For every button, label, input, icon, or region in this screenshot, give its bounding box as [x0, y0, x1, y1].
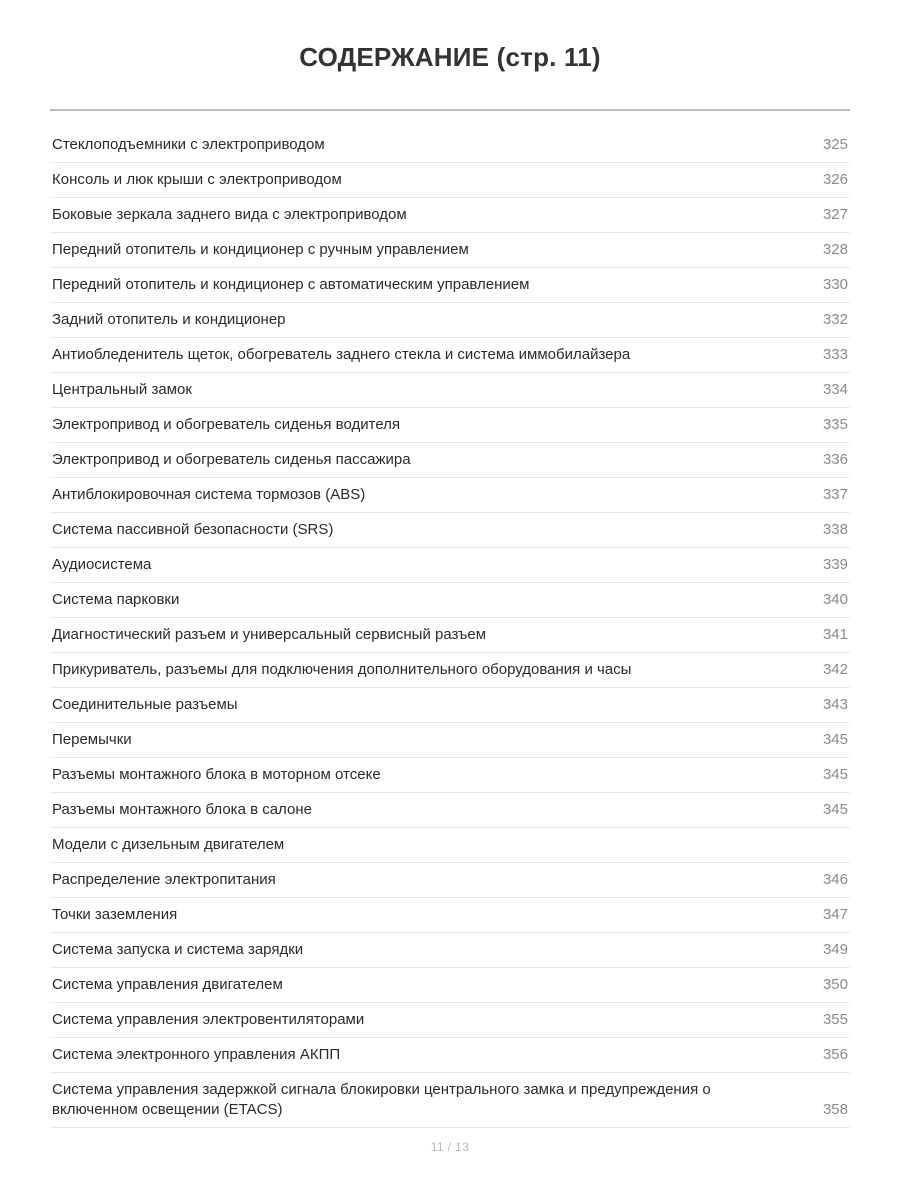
toc-row[interactable]	[50, 583, 850, 618]
toc-entry-page-number: 342	[822, 661, 848, 679]
toc-entry-title[interactable]: Задний отопитель и кондиционер	[52, 311, 286, 329]
toc-rows	[50, 128, 850, 1128]
toc-entry-page-number: 333	[822, 346, 848, 364]
toc-entry-title[interactable]: Стеклоподъемники с электроприводом	[52, 136, 325, 154]
toc-entry-page-number: 336	[822, 451, 848, 469]
toc-entry-title[interactable]: Диагностический разъем и универсальный сервисный разъем	[52, 626, 487, 644]
toc-row[interactable]	[50, 233, 850, 268]
toc-row[interactable]	[50, 1038, 850, 1073]
toc-entry-title[interactable]: Консоль и люк крыши с электроприводом	[52, 171, 342, 189]
toc-entry-title[interactable]: Система управления задержкой сигнала блокировки центрального замка и предупреждения о включенном освещении (ETACS)	[52, 1081, 711, 1119]
toc-row[interactable]	[50, 863, 850, 898]
toc-row[interactable]	[50, 1073, 850, 1128]
toc-entry-title[interactable]: Передний отопитель и кондиционер с автоматическим управлением	[52, 276, 530, 294]
toc-row[interactable]	[50, 793, 850, 828]
toc-row[interactable]	[50, 968, 850, 1003]
toc-entry-page-number: 335	[822, 416, 848, 434]
toc-entry-page-number: 355	[822, 1011, 848, 1029]
toc-entry-page-number: 334	[822, 381, 848, 399]
toc-row[interactable]	[50, 898, 850, 933]
toc-entry-page-number: 325	[822, 136, 848, 154]
toc-entry-title[interactable]: Разъемы монтажного блока в салоне	[52, 801, 312, 819]
toc-entry-page-number: 343	[822, 696, 848, 714]
toc-row[interactable]	[50, 758, 850, 793]
toc-entry-title[interactable]: Распределение электропитания	[52, 871, 276, 889]
toc-entry-title[interactable]: Система электронного управления АКПП	[52, 1046, 341, 1064]
toc-row[interactable]	[50, 408, 850, 443]
toc-entry-page-number: 345	[822, 731, 848, 749]
toc-entry-title[interactable]: Прикуриватель, разъемы для подключения дополнительного оборудования и часы	[52, 661, 632, 679]
toc-row[interactable]	[50, 513, 850, 548]
toc-entry-title[interactable]: Антиобледенитель щеток, обогреватель заднего стекла и система иммобилайзера	[52, 346, 631, 364]
toc-entry-title[interactable]: Центральный замок	[52, 381, 192, 399]
page-footer: 11 / 13	[430, 1140, 470, 1154]
toc-entry-page-number: 341	[822, 626, 848, 644]
toc-entry-title[interactable]: Электропривод и обогреватель сиденья пассажира	[52, 451, 411, 469]
toc-row[interactable]	[50, 303, 850, 338]
toc-entry-title[interactable]: Перемычки	[52, 731, 132, 749]
toc-entry-page-number: 340	[822, 591, 848, 609]
toc-entry-page-number: 349	[822, 941, 848, 959]
toc-entry-page-number: 337	[822, 486, 848, 504]
toc-entry-title[interactable]: Точки заземления	[52, 906, 178, 924]
toc-entry-page-number	[782, 828, 850, 863]
toc-row[interactable]	[50, 723, 850, 758]
toc-entry-page-number: 327	[822, 206, 848, 224]
toc-row[interactable]	[50, 653, 850, 688]
toc-entry-title[interactable]: Передний отопитель и кондиционер с ручным управлением	[52, 241, 469, 259]
toc-entry-title[interactable]: Система запуска и система зарядки	[52, 941, 304, 959]
toc-row[interactable]	[50, 163, 850, 198]
toc-row[interactable]	[50, 828, 850, 863]
toc-row[interactable]	[50, 128, 850, 163]
toc-row[interactable]	[50, 198, 850, 233]
toc-entry-page-number: 332	[822, 311, 848, 329]
toc-entry-page-number: 330	[822, 276, 848, 294]
toc-row[interactable]	[50, 338, 850, 373]
toc-entry-title[interactable]: Разъемы монтажного блока в моторном отсеке	[52, 766, 381, 784]
toc-entry-title[interactable]: Система парковки	[52, 591, 180, 609]
toc-entry-page-number: 326	[822, 171, 848, 189]
page-title: СОДЕРЖАНИЕ (стр. 11)	[299, 42, 601, 72]
toc-entry-page-number: 346	[822, 871, 848, 889]
toc-entry-title[interactable]: Модели с дизельным двигателем	[52, 836, 285, 854]
toc-entry-page-number: 347	[822, 906, 848, 924]
toc-row[interactable]	[50, 268, 850, 303]
toc-entry-title[interactable]: Боковые зеркала заднего вида с электроприводом	[52, 206, 407, 224]
table-of-contents	[50, 128, 850, 1128]
header-divider	[50, 109, 850, 111]
toc-entry-title[interactable]: Система управления электровентиляторами	[52, 1011, 365, 1029]
toc-entry-title[interactable]: Система пассивной безопасности (SRS)	[52, 521, 334, 539]
toc-row[interactable]	[50, 443, 850, 478]
toc-entry-page-number: 345	[822, 766, 848, 784]
toc-entry-title[interactable]: Соединительные разъемы	[52, 696, 238, 714]
toc-entry-title[interactable]: Система управления двигателем	[52, 976, 283, 994]
toc-row[interactable]	[50, 1003, 850, 1038]
toc-row[interactable]	[50, 618, 850, 653]
toc-entry-page-number: 328	[822, 241, 848, 259]
toc-entry-page-number: 358	[822, 1101, 848, 1119]
toc-row[interactable]	[50, 478, 850, 513]
toc-row[interactable]	[50, 548, 850, 583]
toc-row[interactable]	[50, 688, 850, 723]
toc-entry-page-number: 356	[822, 1046, 848, 1064]
toc-entry-page-number: 339	[822, 556, 848, 574]
toc-entry-page-number: 350	[822, 976, 848, 994]
toc-entry-title[interactable]: Электропривод и обогреватель сиденья водителя	[52, 416, 401, 434]
toc-row[interactable]	[50, 933, 850, 968]
toc-entry-title[interactable]: Антиблокировочная система тормозов (ABS)	[52, 486, 366, 504]
toc-entry-page-number: 338	[822, 521, 848, 539]
toc-row[interactable]	[50, 373, 850, 408]
toc-entry-title[interactable]: Аудиосистема	[52, 556, 152, 574]
toc-entry-page-number: 345	[822, 801, 848, 819]
